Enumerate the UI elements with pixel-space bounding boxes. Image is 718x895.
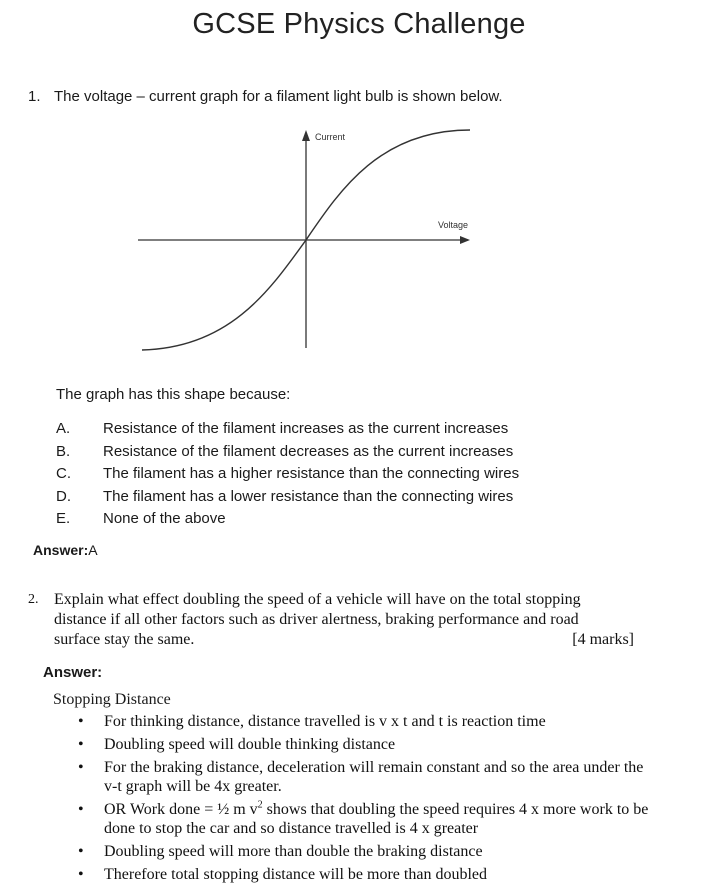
bullet-icon: • [78, 843, 84, 860]
bullet-icon: • [78, 736, 84, 753]
option-text: Resistance of the filament increases as the current increases [103, 420, 509, 437]
answer-options [56, 418, 519, 531]
list-item [78, 865, 703, 884]
graph-shape-statement: The graph has this shape because: [56, 386, 291, 403]
option-a [56, 418, 519, 441]
voltage-current-graph [120, 120, 480, 360]
y-axis-arrow [302, 130, 310, 141]
question-2-answer-label: Answer: [43, 664, 103, 681]
option-b [56, 441, 519, 464]
bullet-text: For thinking distance, distance travelled is v x t and t is reaction time [104, 713, 546, 730]
option-text: The filament has a lower resistance than the connecting wires [103, 487, 514, 505]
bullet-line: v-t graph will be 4x greater. [104, 778, 282, 795]
option-text: Resistance of the filament decreases as the current increases [103, 442, 514, 460]
question-2-line: distance if all other factors such as driver alertness, braking performance and road [54, 611, 579, 628]
list-item [78, 800, 703, 838]
list-item [78, 712, 703, 731]
bullet-line: For the braking distance, deceleration will remain constant and so the area under the [104, 759, 644, 776]
option-e [56, 508, 519, 531]
option-letter: E. [56, 510, 71, 527]
bullet-line: OR Work done = ½ m v [104, 801, 258, 818]
x-axis-label: Voltage [438, 220, 469, 230]
option-letter: B. [56, 442, 71, 460]
answer-label: Answer: [33, 542, 89, 558]
question-1-prompt [28, 88, 503, 105]
bullet-icon: • [78, 866, 84, 883]
bullet-text [104, 800, 703, 838]
option-letter: A. [56, 420, 71, 437]
question-2-line: Explain what effect doubling the speed of a vehicle will have on the total stopping [54, 591, 581, 608]
question-1-text: The voltage – current graph for a filament light bulb is shown below. [54, 88, 503, 105]
list-item [78, 842, 703, 861]
x-axis-arrow [460, 236, 470, 244]
option-d [56, 486, 519, 509]
option-letter: D. [56, 487, 71, 505]
list-item [78, 735, 703, 754]
bullet-line: shows that doubling the speed requires 4 x more work to be [262, 801, 649, 818]
bullet-text: Doubling speed will double thinking distance [104, 736, 396, 753]
option-letter: C. [56, 465, 71, 482]
question-2-marks: [4 marks] [572, 631, 634, 648]
question-2-prompt [28, 590, 678, 650]
page-title: GCSE Physics Challenge [192, 8, 526, 40]
y-axis-label: Current [315, 132, 346, 142]
bullet-text: Therefore total stopping distance will be more than doubled [104, 866, 487, 883]
question-2-number: 2. [28, 592, 39, 607]
question-1-answer [33, 542, 98, 558]
option-text: The filament has a higher resistance than the connecting wires [103, 465, 520, 482]
bullet-text [104, 758, 703, 796]
bullet-icon: • [78, 713, 84, 730]
option-c [56, 463, 519, 486]
question-2-line: surface stay the same. [54, 631, 195, 648]
answer-heading: Stopping Distance [53, 691, 171, 708]
bullet-text: Doubling speed will more than double the braking distance [104, 843, 483, 860]
bullet-icon: • [78, 759, 84, 776]
question-1-number: 1. [28, 88, 41, 105]
superscript: 2 [257, 799, 263, 811]
answer-bullet-list [78, 712, 703, 888]
list-item [78, 758, 703, 796]
answer-value: A [88, 542, 98, 558]
option-text: None of the above [103, 510, 226, 527]
bullet-line: done to stop the car and so distance travelled is 4 x greater [104, 820, 479, 837]
bullet-icon: • [78, 801, 84, 818]
